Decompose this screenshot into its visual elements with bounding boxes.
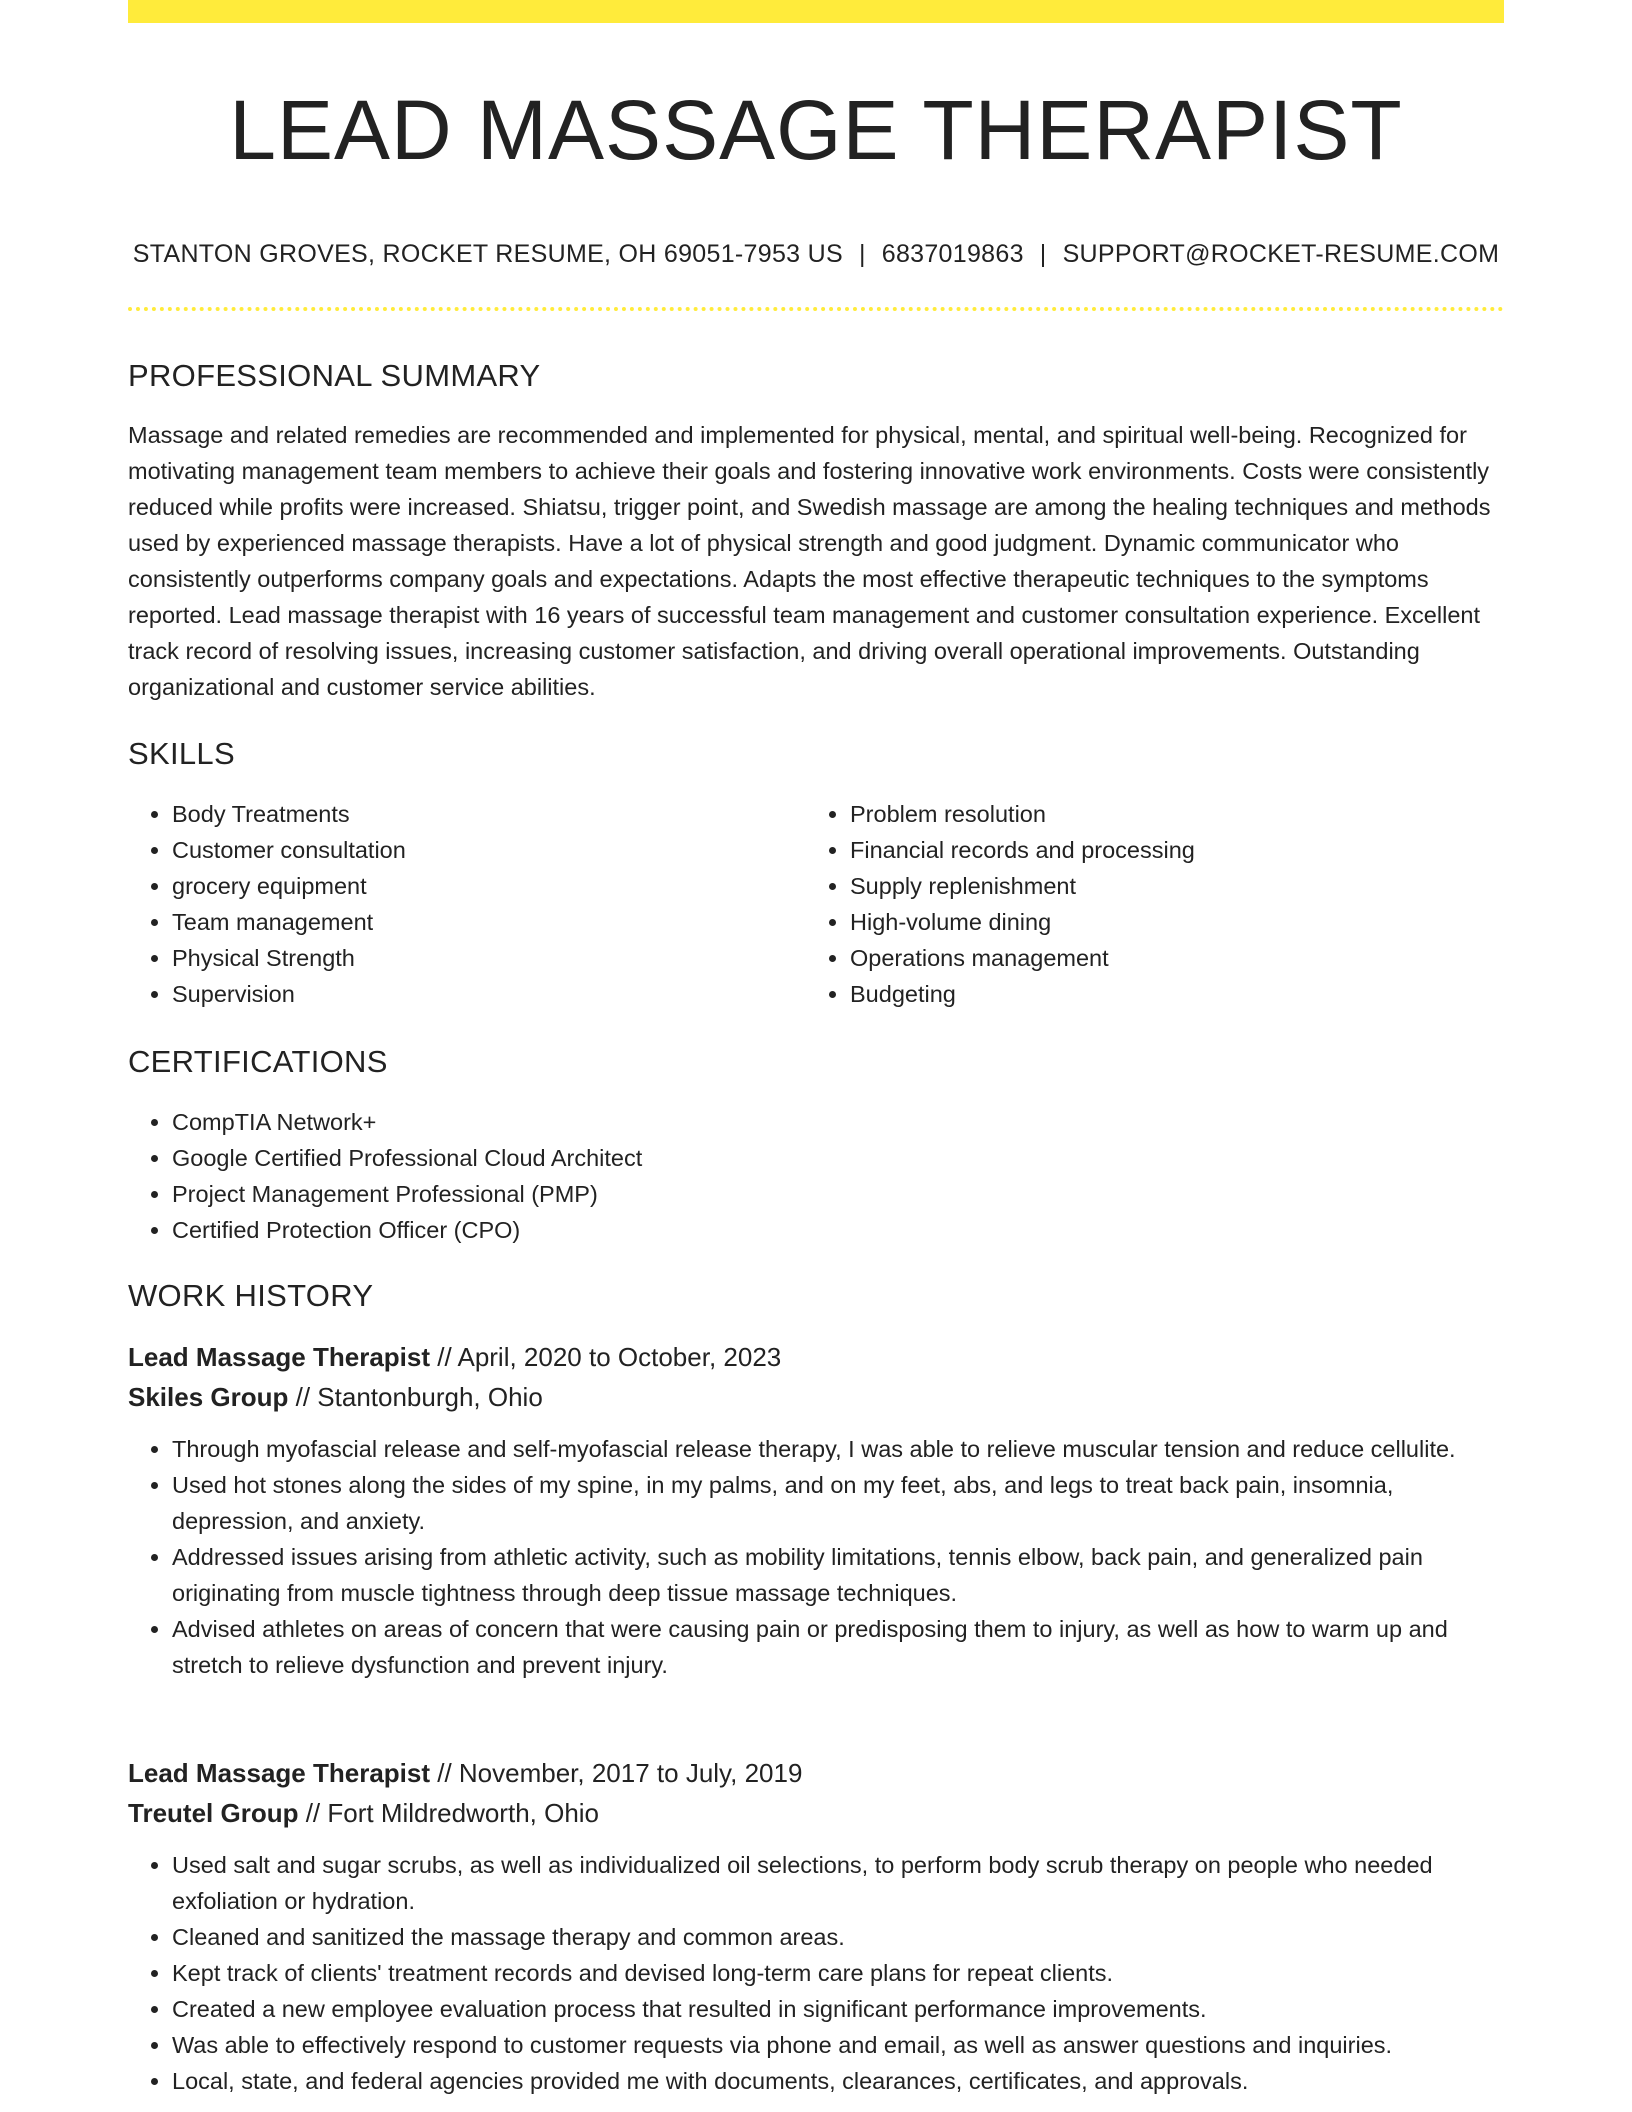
job-location: // Fort Mildredworth, Ohio bbox=[305, 1798, 600, 1828]
job-bullet: • Created a new employee evaluation process that resulted in significant performance improvements. bbox=[172, 1991, 1504, 2027]
contact-separator: | bbox=[1039, 240, 1047, 268]
job-bullet: • Kept track of clients' treatment records and devised long-term care plans for repeat clients. bbox=[172, 1955, 1504, 1991]
skill-item: • Problem resolution bbox=[850, 796, 1500, 832]
job-dates: // April, 2020 to October, 2023 bbox=[437, 1342, 782, 1372]
job-company-line bbox=[128, 1377, 543, 1417]
summary-text: Massage and related remedies are recommended and implemented for physical, mental, and spiritual well-being. Recognized for motivating management team members to achieve their goals and fostering innovative work environments. Costs were consistently reduced while profits were increased. Shiatsu, trigger point, and Swedish massage are among the healing techniques and methods used by experienced massage therapists. Have a lot of physical strength and good judgment. Dynamic communicator who consistently outperforms company goals and expectations. Adapts the most effective therapeutic techniques to the symptoms reported. Lead massage therapist with 16 years of successful team management and customer consultation experience. Excellent track record of resolving issues, increasing customer satisfaction, and driving overall operational improvements. Outstanding organizational and customer service abilities. bbox=[128, 422, 1491, 700]
skill-item: • Supervision bbox=[172, 976, 792, 1012]
job-dates: // November, 2017 to July, 2019 bbox=[437, 1758, 803, 1788]
job-bullet: • Was able to effectively respond to customer requests via phone and email, as well as answer questions and inquiries. bbox=[172, 2027, 1504, 2063]
job-bullet: • Addressed issues arising from athletic activity, such as mobility limitations, tennis elbow, back pain, and generalized pain originating from muscle tightness through deep tissue massage techniques. bbox=[172, 1539, 1504, 1611]
job-bullet: • Through myofascial release and self-myofascial release therapy, I was able to relieve muscular tension and reduce cellulite. bbox=[172, 1431, 1504, 1467]
certifications-heading: CERTIFICATIONS bbox=[128, 1044, 388, 1079]
job-bullets bbox=[128, 1431, 1504, 1683]
skill-item: • Supply replenishment bbox=[850, 868, 1500, 904]
skill-item: • Budgeting bbox=[850, 976, 1500, 1012]
skill-item: • Physical Strength bbox=[172, 940, 792, 976]
contact-separator: | bbox=[858, 240, 866, 268]
skill-item: • grocery equipment bbox=[172, 868, 792, 904]
job-title: Lead Massage Therapist bbox=[128, 1758, 430, 1788]
job-title-line bbox=[128, 1753, 802, 1793]
job-bullet: • Local, state, and federal agencies provided me with documents, clearances, certificates, and approvals. bbox=[172, 2063, 1504, 2099]
certification-item: • Google Certified Professional Cloud Architect bbox=[172, 1140, 1502, 1176]
certification-item: • Certified Protection Officer (CPO) bbox=[172, 1212, 1502, 1248]
contact-line bbox=[128, 236, 1504, 272]
job-company-line bbox=[128, 1793, 599, 1833]
job-bullets bbox=[128, 1847, 1504, 2099]
skills-list-right bbox=[806, 796, 1500, 1012]
job-bullet: • Used hot stones along the sides of my spine, in my palms, and on my feet, abs, and legs to treat back pain, insomnia, depression, and anxiety. bbox=[172, 1467, 1504, 1539]
job-bullet: • Cleaned and sanitized the massage therapy and common areas. bbox=[172, 1919, 1504, 1955]
skills-heading: SKILLS bbox=[128, 736, 235, 771]
accent-top-bar bbox=[128, 0, 1504, 23]
contact-phone: 6837019863 bbox=[881, 240, 1024, 268]
job-company: Treutel Group bbox=[128, 1798, 299, 1828]
job-bullet: • Advised athletes on areas of concern that were causing pain or predisposing them to injury, as well as how to warm up and stretch to relieve dysfunction and prevent injury. bbox=[172, 1611, 1504, 1683]
dotted-divider bbox=[128, 307, 1504, 311]
skill-item: • Financial records and processing bbox=[850, 832, 1500, 868]
skill-item: • Team management bbox=[172, 904, 792, 940]
skill-item: • Body Treatments bbox=[172, 796, 792, 832]
summary-heading: PROFESSIONAL SUMMARY bbox=[128, 358, 541, 393]
job-location: // Stantonburgh, Ohio bbox=[295, 1382, 543, 1412]
resume-title: LEAD MASSAGE THERAPIST bbox=[229, 83, 1403, 177]
certification-item: • CompTIA Network+ bbox=[172, 1104, 1502, 1140]
contact-address: STANTON GROVES, ROCKET RESUME, OH 69051-7953 US bbox=[132, 240, 843, 268]
job-bullet: • Used salt and sugar scrubs, as well as individualized oil selections, to perform body scrub therapy on people who needed exfoliation or hydration. bbox=[172, 1847, 1504, 1919]
skill-item: • Operations management bbox=[850, 940, 1500, 976]
skills-list-left bbox=[128, 796, 792, 1012]
job-title-line bbox=[128, 1337, 781, 1377]
work-history-heading: WORK HISTORY bbox=[128, 1278, 374, 1313]
contact-email: SUPPORT@ROCKET-RESUME.COM bbox=[1062, 240, 1500, 268]
certification-item: • Project Management Professional (PMP) bbox=[172, 1176, 1502, 1212]
job-company: Skiles Group bbox=[128, 1382, 289, 1412]
skill-item: • High-volume dining bbox=[850, 904, 1500, 940]
skill-item: • Customer consultation bbox=[172, 832, 792, 868]
certifications-list bbox=[128, 1104, 1502, 1248]
job-title: Lead Massage Therapist bbox=[128, 1342, 430, 1372]
